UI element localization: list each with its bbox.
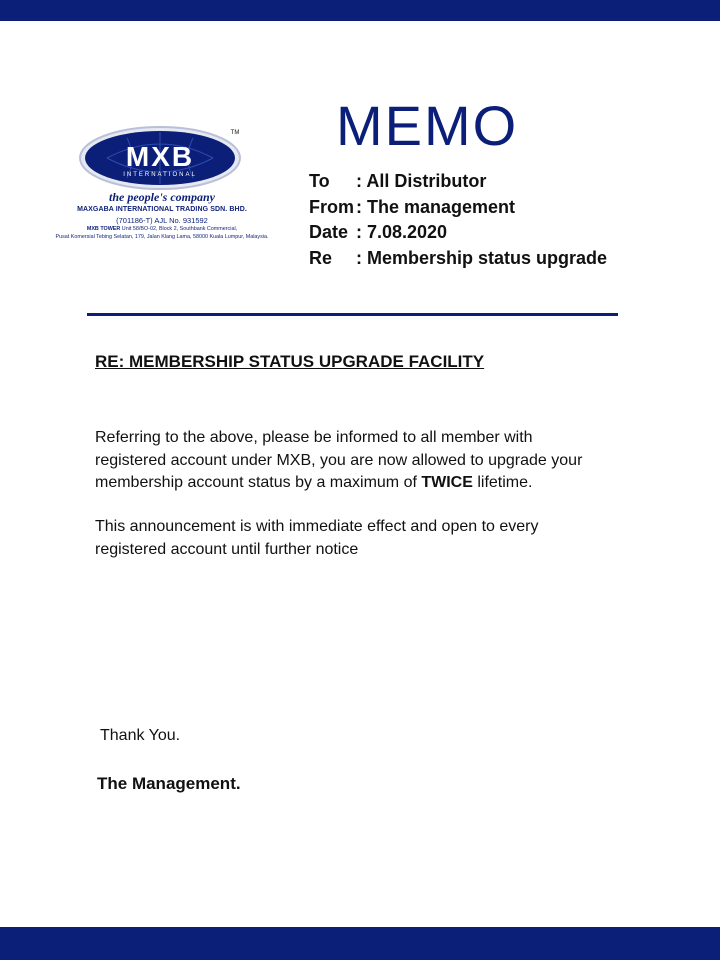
trademark-mark: TM [230, 130, 240, 136]
company-address-line1 [30, 226, 294, 233]
line-text: lifetime. [472, 474, 533, 491]
paragraph-line: This announcement is with immediate effect and open to every [95, 518, 539, 535]
company-registration: (701186-T) AJL No. 931592 [116, 216, 208, 225]
signoff: The Management. [97, 774, 241, 793]
paragraph-line: registered account under MXB, you are now allowed to upgrade your [95, 451, 583, 469]
closing-thanks: Thank You. [100, 727, 181, 744]
field-value: : 7.08.2020 [356, 222, 448, 242]
field-value: : All Distributor [356, 171, 487, 191]
company-logo [30, 124, 294, 240]
field-label: From [309, 196, 354, 217]
paragraph-line [95, 472, 655, 495]
bottom-border-band [0, 927, 720, 960]
header-divider [87, 313, 618, 316]
field-value: : The management [356, 196, 516, 217]
logo-sub-wordmark: INTERNATIONAL [123, 172, 197, 178]
company-address-line2: Pusat Komersial Tebing Selatan, 179, Jalan Klang Lama, 58000 Kuala Lumpur, Malaysia. [55, 234, 269, 240]
field-label: Date [309, 222, 349, 242]
body-paragraph-1 [95, 427, 655, 495]
line-text: membership account status by a maximum of [95, 474, 422, 491]
field-label: To [309, 171, 330, 191]
top-border-band [0, 0, 720, 21]
memo-title: MEMO [336, 94, 519, 157]
company-name: MAXGABA INTERNATIONAL TRADING SDN. BHD. [77, 206, 247, 213]
mxb-logo-emblem [77, 124, 247, 194]
address-line1-rest: Unit 58/BO-02, Block 2, Southbank Commercial, [120, 226, 238, 232]
field-value: : Membership status upgrade [356, 247, 608, 268]
body-paragraph-2 [95, 516, 655, 561]
logo-tagline: the people's company [109, 190, 215, 204]
address-lead: MXB TOWER [86, 226, 121, 232]
memo-subject: RE: MEMBERSHIP STATUS UPGRADE FACILITY [95, 352, 485, 371]
emphasis-twice: TWICE [421, 474, 473, 491]
paragraph-line: registered account until further notice [95, 540, 359, 558]
paragraph-line: Referring to the above, please be informed to all member with [95, 429, 533, 446]
logo-wordmark: MXB [125, 141, 195, 172]
field-label: Re [309, 247, 333, 268]
